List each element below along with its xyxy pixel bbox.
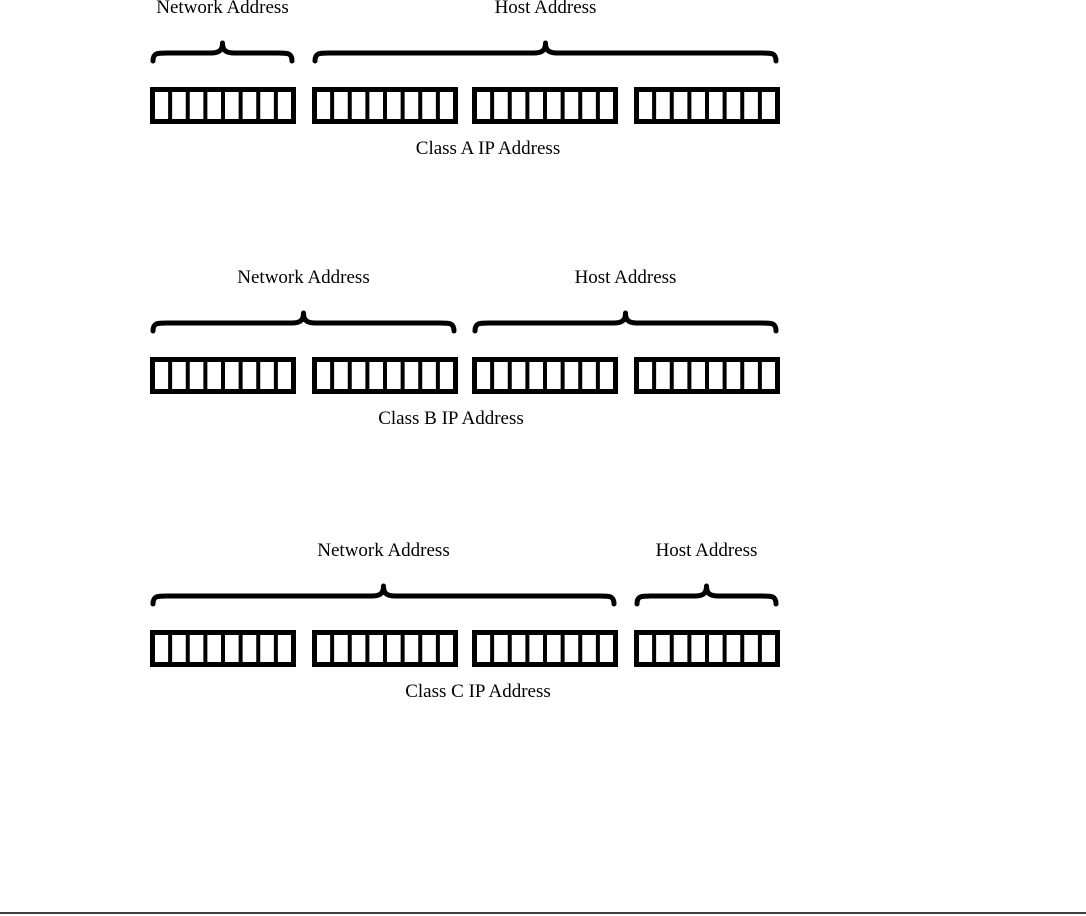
diagram-class-1 [153,0,778,159]
network-address-label: Network Address [156,0,289,18]
diagrams-layer [153,0,778,702]
octet-4 [637,360,778,392]
host-address-label: Host Address [574,267,677,288]
octet-4 [637,633,778,665]
class-caption: Class B IP Address [378,408,524,429]
class-caption: Class A IP Address [415,138,561,159]
network-brace [153,43,292,61]
octet-4 [637,90,778,122]
host-address-label: Host Address [655,540,758,561]
class-caption: Class C IP Address [405,681,551,702]
host-address-label: Host Address [494,0,597,18]
diagram-class-2 [153,267,778,429]
octet-1 [153,90,294,122]
octet-2 [315,633,456,665]
network-address-label: Network Address [237,267,370,288]
octet-3 [475,90,616,122]
octet-3 [475,633,616,665]
host-brace [315,43,776,61]
network-brace [153,586,614,604]
octet-1 [153,633,294,665]
host-brace [475,313,776,331]
octet-3 [475,360,616,392]
network-brace [153,313,454,331]
octet-2 [315,90,456,122]
diagram-class-3 [153,540,778,702]
octet-2 [315,360,456,392]
host-brace [637,586,776,604]
network-address-label: Network Address [317,540,450,561]
octet-1 [153,360,294,392]
